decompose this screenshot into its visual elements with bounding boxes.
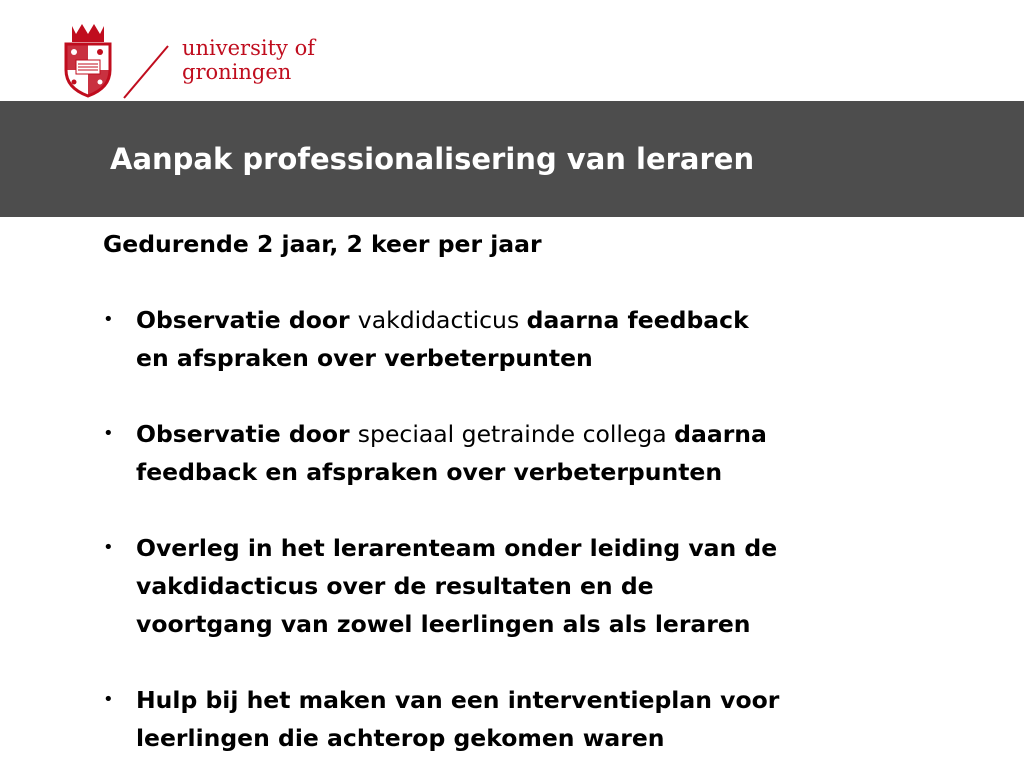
bullet-icon: •	[103, 689, 114, 710]
slide-title: Aanpak professionalisering van leraren	[110, 142, 755, 176]
bullet-item	[103, 301, 1013, 377]
bullet-icon: •	[103, 537, 114, 558]
bullet-text-normal: speciaal getrainde collega	[357, 420, 675, 448]
bullet-text-normal: vakdidacticus	[357, 306, 527, 334]
bullet-text-bold: feedback en afspraken over verbeterpunten	[136, 458, 723, 486]
bullet-text-bold: Observatie door	[136, 420, 358, 448]
bullet-line	[136, 453, 1013, 491]
bullet-text-bold: Observatie door	[136, 306, 358, 334]
intro-text: Gedurende 2 jaar, 2 keer per jaar	[103, 230, 542, 258]
bullet-item	[103, 415, 1013, 491]
bullet-line	[136, 567, 1013, 605]
bullet-line	[136, 681, 1013, 719]
logo-divider-slash-icon	[118, 44, 174, 100]
bullet-text-bold: daarna	[674, 420, 767, 448]
bullet-line	[136, 301, 1013, 339]
bullet-icon: •	[103, 423, 114, 444]
slide-content	[103, 225, 1013, 768]
bullet-text-bold: daarna feedback	[526, 306, 749, 334]
wordmark-line-1: university of	[182, 36, 315, 60]
bullet-item	[103, 529, 1013, 643]
university-crest-icon	[60, 22, 116, 98]
bullet-text-bold: Overleg in het lerarenteam onder leiding van de	[136, 534, 778, 562]
bullet-line	[136, 529, 1013, 567]
bullet-line	[136, 605, 1013, 643]
wordmark-line-2: groningen	[182, 60, 292, 84]
bullet-line	[136, 415, 1013, 453]
bullet-icon: •	[103, 309, 114, 330]
bullet-list	[103, 301, 1013, 757]
bullet-text-bold: en afspraken over verbeterpunten	[136, 344, 593, 372]
university-wordmark	[182, 36, 315, 84]
logo-area	[0, 0, 1024, 101]
title-bar	[0, 101, 1024, 217]
bullet-item	[103, 681, 1013, 757]
bullet-line	[136, 339, 1013, 377]
bullet-text-bold: Hulp bij het maken van een interventieplan voor	[136, 686, 780, 714]
bullet-text-bold: leerlingen die achterop gekomen waren	[136, 724, 665, 752]
bullet-line	[136, 719, 1013, 757]
bullet-text-bold: voortgang van zowel leerlingen als als leraren	[136, 610, 751, 638]
bullet-text-bold: vakdidacticus over de resultaten en de	[136, 572, 654, 600]
